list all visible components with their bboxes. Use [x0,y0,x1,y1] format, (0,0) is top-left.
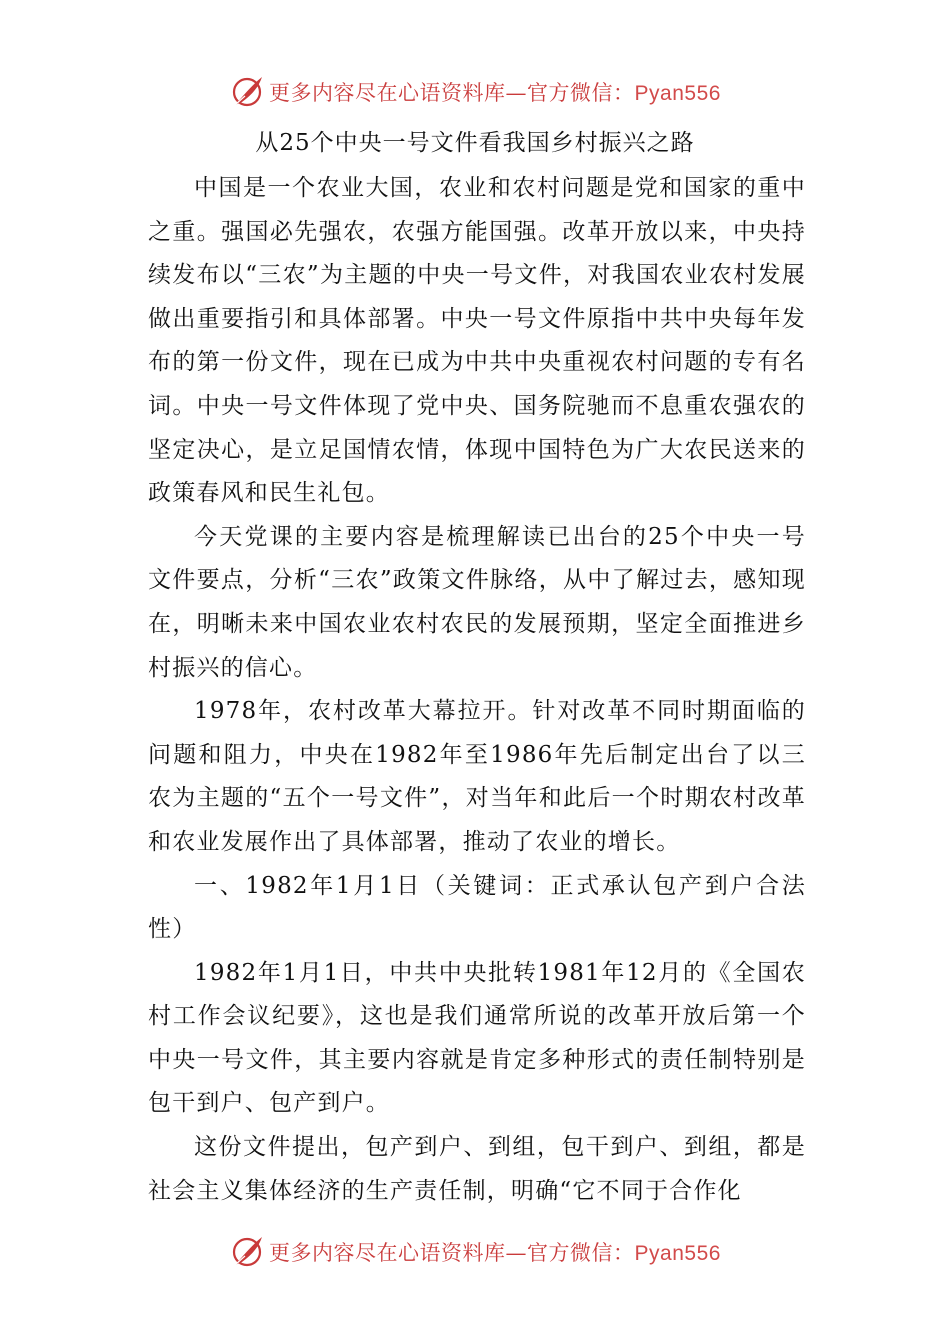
quill-pen-logo-icon [229,1234,265,1270]
body-paragraph: 今天党课的主要内容是梳理解读已出台的25个中央一号文件要点，分析“三农”政策文件脉络，从中了解过去，感知现在，明晰未来中国农业农村农民的发展预期，坚定全面推进乡村振兴的信心。 [148,523,806,681]
watermark-wechat-id: Pyan556 [634,82,721,105]
watermark-label: 更多内容尽在心语资料库—官方微信： [269,1241,635,1265]
watermark-text [269,77,721,107]
watermark-text [269,1237,721,1267]
body-paragraph: 1982年1月1日，中共中央批转1981年12月的《全国农村工作会议纪要》，这也是我们通常所说的改革开放后第一个中央一号文件，其主要内容就是肯定多种形式的责任制特别是包干到户、包产到户。 [148,959,806,1117]
body-paragraph: 1978年，农村改革大幕拉开。针对改革不同时期面临的问题和阻力，中央在1982年至1986年先后制定出台了以三农为主题的“五个一号文件”，对当年和此后一个时期农村改革和农业发展作出了具体部署，推动了农业的增长。 [148,698,806,855]
section-heading: 一、1982年1月1日（关键词：正式承认包产到户合法性） [148,872,806,943]
watermark-wechat-id: Pyan556 [634,1242,721,1265]
footer-watermark [0,1232,950,1272]
header-watermark [0,72,950,112]
body-paragraph: 这份文件提出，包产到户、到组，包干到户、到组，都是社会主义集体经济的生产责任制，明确“它不同于合作化 [148,1134,806,1204]
quill-pen-logo-icon [229,74,265,110]
document-title: 从25个中央一号文件看我国乡村振兴之路 [255,130,695,156]
document-body [148,167,806,1213]
watermark-label: 更多内容尽在心语资料库—官方微信： [269,81,635,105]
watermark-banner [229,1234,721,1270]
body-paragraph: 中国是一个农业大国，农业和农村问题是党和国家的重中之重。强国必先强农，农强方能国强。改革开放以来，中央持续发布以“三农”为主题的中央一号文件，对我国农业农村发展做出重要指引和具体部署。中央一号文件原指中共中央每年发布的第一份文件，现在已成为中共中央重视农村问题的专有名词。中央一号文件体现了党中央、国务院驰而不息重农强农的坚定决心，是立足国情农情，体现中国特色为广大农民送来的政策春风和民生礼包。 [148,175,806,507]
watermark-banner [229,74,721,110]
